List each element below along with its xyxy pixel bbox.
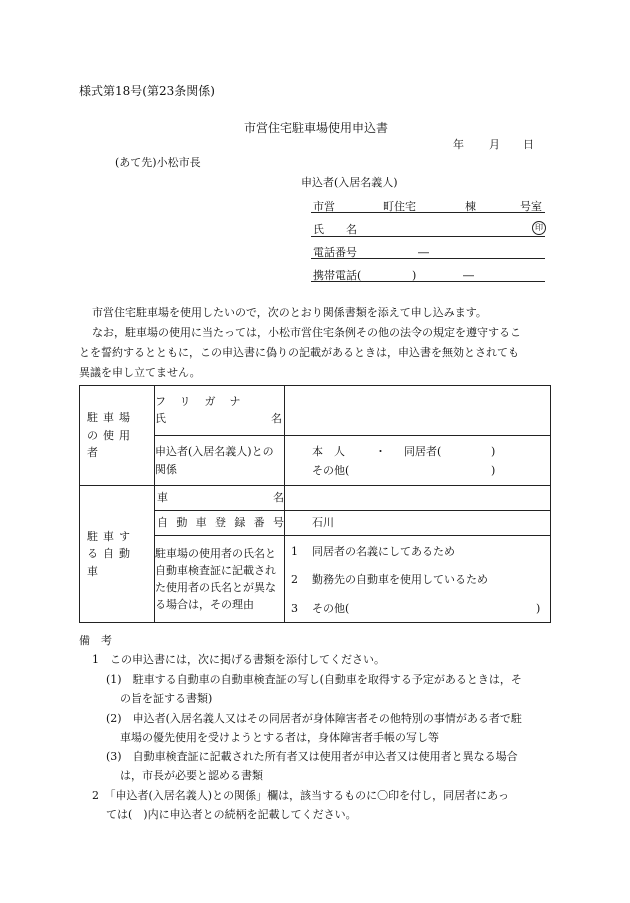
phone-underline: [311, 258, 545, 259]
mismatch-reason-label: 駐車場の使用者の氏名と自動車検査証に記載された使用者の氏名とが異なる場合は，その理由: [155, 536, 285, 623]
addressee: (あて先)小松市長: [115, 156, 201, 169]
notes-heading: 備 考: [79, 634, 112, 647]
registration-field[interactable]: [285, 511, 551, 536]
address-town: 町住宅: [383, 200, 416, 213]
phone-dash: ―: [418, 246, 429, 259]
reason-option-1[interactable]: 同居者の名義にしてあるため: [312, 545, 455, 558]
mobile-close: ): [412, 269, 417, 282]
mismatch-reason-options[interactable]: [285, 536, 551, 623]
note-line: (1) 駐車する自動車の自動車検査証の写し(自動車を取得する予定があるときは，そ: [106, 673, 522, 686]
date-day: 日: [523, 138, 534, 151]
note-line: は，市長が必要と認める書類: [120, 769, 263, 782]
option-bullet: ・: [375, 444, 386, 458]
date-month: 月: [489, 138, 500, 151]
note-line: ては( )内に申込者との続柄を記載してください。: [106, 808, 357, 821]
table-row: [80, 386, 551, 436]
address-room: 号室: [520, 200, 542, 213]
vehicle-section-header: 駐車する自動車: [80, 486, 155, 623]
vehicle-name-field[interactable]: [285, 486, 551, 511]
applicant-heading: 申込者(入居名義人): [301, 176, 398, 189]
option-self[interactable]: 本 人: [312, 444, 345, 458]
note-line: 1 この申込書には，次に掲げる書類を添付してください。: [92, 653, 385, 666]
note-line: (3) 自動車検査証に記載された所有者又は使用者が申込者又は使用者と異なる場合: [106, 750, 518, 763]
relation-label: 申込者(入居名義人)との関係: [155, 436, 285, 486]
vehicle-name-label: 車 名: [155, 486, 285, 511]
intro-line: 市営住宅駐車場を使用したいので，次のとおり関係書類を添えて申し込みます。: [92, 306, 487, 319]
name-underline: [311, 236, 545, 237]
note-line: 2 「申込者(入居名義人)との関係」欄は，該当するものに〇印を付し，同居者にあっ: [92, 789, 509, 802]
form-number: 様式第18号(第23条関係): [79, 84, 215, 98]
seal-mark: 印: [532, 221, 546, 235]
table-row: [80, 486, 551, 511]
option-cohabitant[interactable]: 同居者(: [404, 444, 442, 458]
intro-line: なお，駐車場の使用に当たっては，小松市営住宅条例その他の法令の規定を遵守するこ: [92, 326, 521, 339]
date-year: 年: [453, 138, 464, 151]
intro-line: とを誓約するとともに，この申込書に偽りの記載があるときは，申込書を無効とされても: [79, 346, 519, 359]
option-other-close: ): [491, 463, 496, 477]
option-cohabitant-close: ): [491, 444, 496, 458]
reason-option-2[interactable]: 勤務先の自動車を使用しているため: [312, 573, 488, 586]
mobile-label: 携帯電話(: [313, 269, 362, 282]
intro-line: 異議を申し立てません。: [79, 366, 201, 379]
note-line: の旨を証する書類): [120, 692, 213, 705]
address-underline: [311, 212, 545, 213]
reason-number: 3: [291, 602, 298, 615]
relation-options[interactable]: [285, 436, 551, 486]
phone-label: 電話番号: [313, 246, 357, 259]
reason-option-3[interactable]: その他(: [312, 602, 350, 615]
application-table: [79, 385, 551, 623]
form-title: 市営住宅駐車場使用申込書: [244, 121, 389, 135]
mobile-dash: ―: [463, 269, 474, 282]
address-building: 棟: [465, 200, 476, 213]
reason-number: 2: [291, 573, 298, 586]
mobile-underline: [311, 281, 545, 282]
user-section-header: 駐車場の使用者: [80, 386, 155, 486]
registration-label: 自 動 車 登 録 番 号: [155, 511, 285, 536]
option-other[interactable]: その他(: [312, 463, 350, 477]
name-label: 氏 名: [313, 223, 357, 236]
registration-prefix: 石川: [312, 516, 334, 530]
address-city: 市営: [313, 200, 335, 213]
reason-number: 1: [291, 545, 298, 558]
note-line: (2) 申込者(入居名義人又はその同居者が身体障害者その他特別の事情がある者で駐: [106, 712, 522, 725]
reason-3-close: ): [536, 602, 541, 615]
furigana-name-field[interactable]: [285, 386, 551, 436]
furigana-name-label: フリガナ 氏 名: [155, 386, 285, 436]
note-line: 車場の優先使用を受けようとする者は，身体障害者手帳の写し等: [120, 731, 439, 744]
